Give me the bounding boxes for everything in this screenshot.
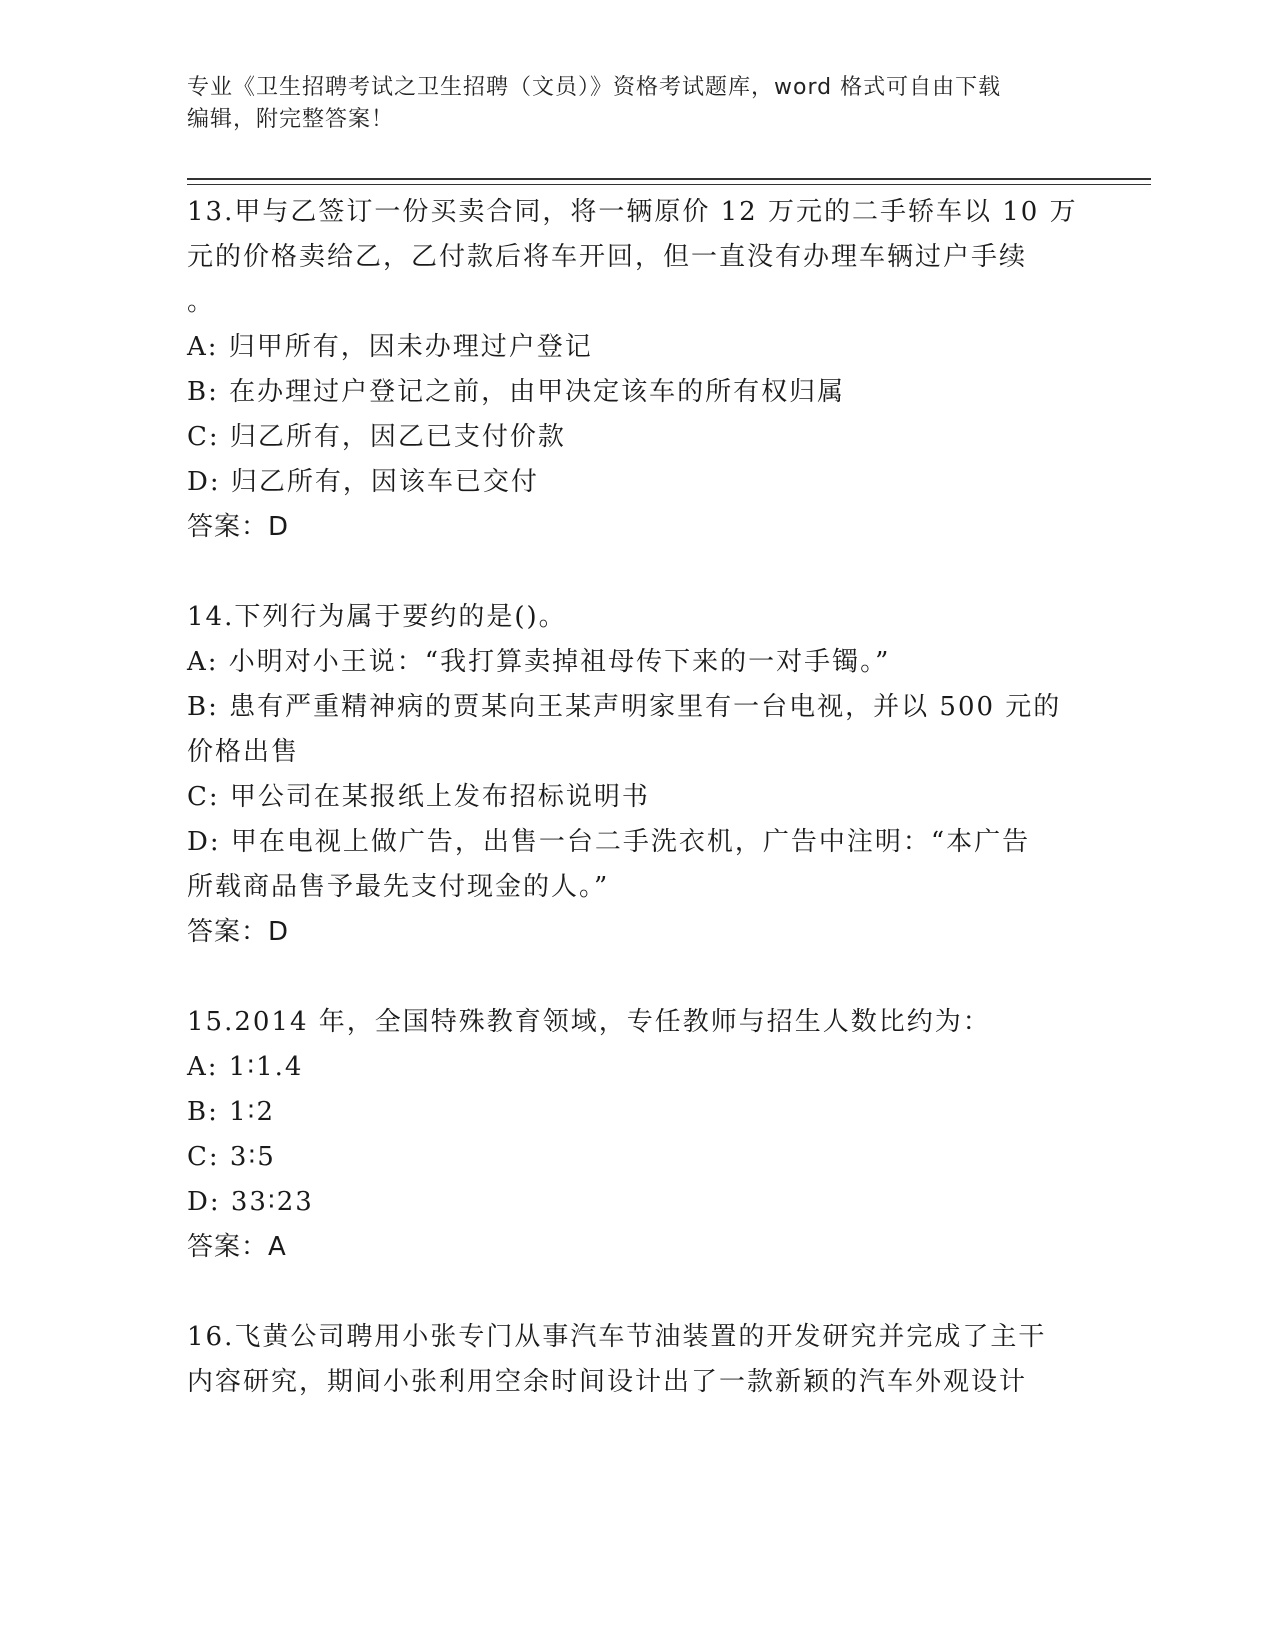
question-text-line: 13.甲与乙签订一份买卖合同，将一辆原价 12 万元的二手轿车以 10 万 <box>187 197 1078 227</box>
option-c: C: 归乙所有，因乙已支付价款 <box>187 422 566 452</box>
header-line-1: 专业《卫生招聘考试之卫生招聘（文员）》资格考试题库，word 格式可自由下载 <box>187 75 1002 100</box>
header-divider-thick <box>187 178 1151 180</box>
option-b: B: 患有严重精神病的贾某向王某声明家里有一台电视，并以 500 元的 <box>187 692 1062 722</box>
option-d: D: 甲在电视上做广告，出售一台二手洗衣机，广告中注明：“本广告 <box>187 827 1031 857</box>
question-13 <box>187 190 1087 550</box>
document-header <box>187 72 1067 136</box>
option-c: C: 甲公司在某报纸上发布招标说明书 <box>187 782 650 812</box>
option-d: D: 归乙所有，因该车已交付 <box>187 467 539 497</box>
question-text-line: 。 <box>187 287 216 317</box>
option-a: A: 1∶1.4 <box>187 1052 304 1082</box>
question-text-line: 元的价格卖给乙，乙付款后将车开回，但一直没有办理车辆过户手续 <box>187 242 1028 272</box>
question-15 <box>187 1000 1087 1270</box>
question-14 <box>187 595 1087 955</box>
answer-label: 答案：A <box>187 1232 287 1262</box>
question-list <box>187 190 1087 1405</box>
option-b-continued: 价格出售 <box>187 737 300 767</box>
question-text-line: 14.下列行为属于要约的是()。 <box>187 602 567 632</box>
header-line-2: 编辑，附完整答案！ <box>187 107 395 132</box>
option-d-continued: 所载商品售予最先支付现金的人。” <box>187 872 610 902</box>
option-b: B: 在办理过户登记之前，由甲决定该车的所有权归属 <box>187 377 846 407</box>
question-text-line: 内容研究，期间小张利用空余时间设计出了一款新颖的汽车外观设计 <box>187 1367 1028 1397</box>
option-a: A: 归甲所有，因未办理过户登记 <box>187 332 593 362</box>
option-a: A: 小明对小王说：“我打算卖掉祖母传下来的一对手镯。” <box>187 647 891 677</box>
option-c: C: 3∶5 <box>187 1142 276 1172</box>
question-text-line: 16.飞黄公司聘用小张专门从事汽车节油装置的开发研究并完成了主干 <box>187 1322 1047 1352</box>
option-b: B: 1∶2 <box>187 1097 275 1127</box>
option-d: D: 33∶23 <box>187 1187 314 1217</box>
header-divider-thin <box>187 184 1151 185</box>
answer-label: 答案：D <box>187 917 290 947</box>
question-16 <box>187 1315 1087 1405</box>
question-text-line: 15.2014 年，全国特殊教育领域，专任教师与招生人数比约为： <box>187 1007 991 1037</box>
answer-label: 答案：D <box>187 512 290 542</box>
